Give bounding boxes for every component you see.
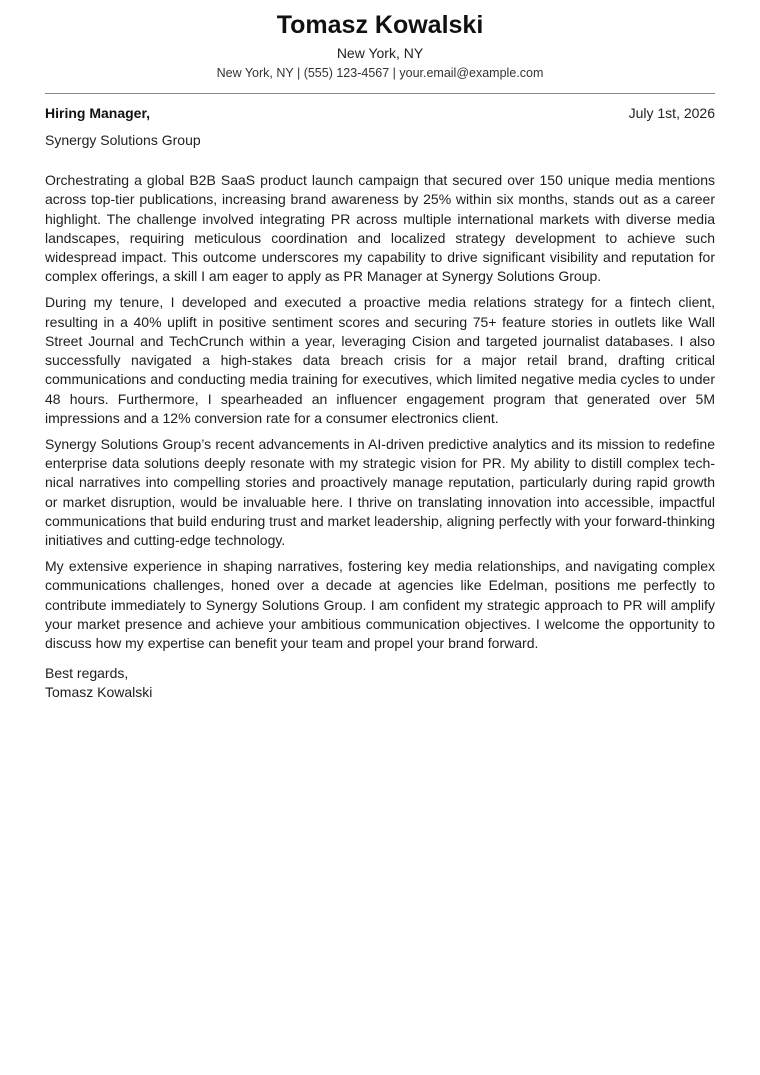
sender-name: Tomasz Kowalski xyxy=(276,11,484,39)
recipient-company: Synergy Solutions Group xyxy=(45,132,201,148)
body-paragraph-2: During my tenure, I developed and executed a proactive media relations strategy for a fintech client, resulting in a 40% uplift in positive sentiment scores and securing 75+ feature stories in outlets like Wall Street Journal and TechCrunch within a year, leveraging Cision and targeted journalist databases. I also successfully navigated a high-stakes data breach crisis for a major retail brand, drafting critical communications and conducting media training for executives, which limited negative media cycles to under 48 hours. Furthermore, I spearheaded an influencer engagement program that generated over 5M impressions and a 12% conversion rate for a consumer electronics client. xyxy=(45,294,715,427)
recipient-date-row xyxy=(45,103,715,123)
signature-name: Tomasz Kowalski xyxy=(45,683,153,700)
letter-closing xyxy=(45,664,715,703)
body-paragraph-3: Synergy Solutions Group’s recent advancements in AI-driven predictive analytics and its mission to redefine enterprise data solutions deeply resonate with my strategic vision for PR. My ability to distill complex technical narratives into compelling stories and proactively manage reputation, particularly during rapid growth or market disruption, would be invaluable here. I thrive on translating innovation into accessible, impactful communications that build enduring trust and market leadership, aligning perfectly with your forward-thinking initiatives and cutting-edge technology. xyxy=(45,435,716,549)
recipient-salutation: Hiring Manager, xyxy=(45,105,151,121)
body-paragraph-1: Orchestrating a global B2B SaaS product launch campaign that secured over 150 unique media mentions across top-tier publications, increasing brand awareness by 25% within six months, stands out as a career highlight. The challenge involved integrating PR across multiple international markets with diverse media landscapes, requiring meticulous coordination and localized strategy development to achieve such widespread impact. This outcome underscores my capability to drive significant visibility and reputation for complex offerings, a skill I am eager to apply as PR Manager at Synergy Solutions Group. xyxy=(45,172,715,285)
sign-off: Best regards, xyxy=(45,664,129,681)
letter-header xyxy=(45,0,715,82)
sender-contact-line: New York, NY | (555) 123-4567 | your.email@example.com xyxy=(216,66,544,80)
header-divider xyxy=(45,93,715,94)
letter-body xyxy=(45,171,715,654)
letter-date: July 1st, 2026 xyxy=(628,105,715,121)
body-paragraph-4: My extensive experience in shaping narratives, fostering key media relationships, and navigating complex communications challenges, honed over a decade at agencies like Edelman, positions me perfectly to contribute immediately to Synergy Solutions Group. I am confident my strategic approach to PR will amplify your market presence and achieve your ambitious communication objectives. I welcome the opportunity to discuss how my expertise can benefit your team and propel your brand forward. xyxy=(45,558,715,652)
sender-location: New York, NY xyxy=(336,45,424,61)
